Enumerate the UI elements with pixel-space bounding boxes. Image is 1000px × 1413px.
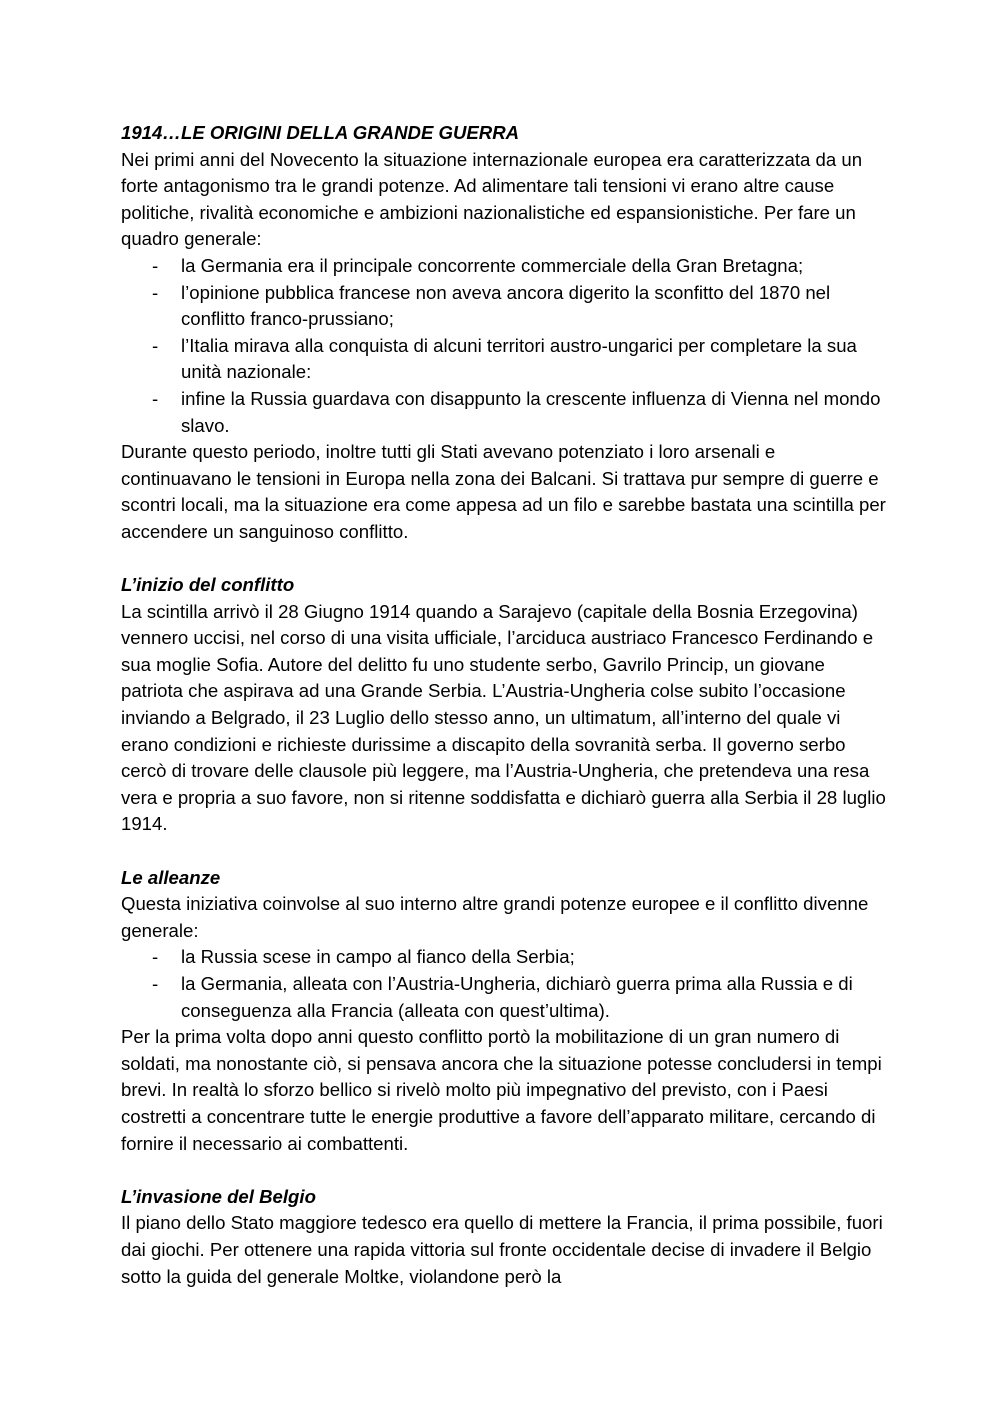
dash-bullet: - xyxy=(152,387,159,409)
list-item-text: la Germania, alleata con l’Austria-Ungheria, dichiarò guerra prima alla Russia e di conseguenza alla Francia (alleata con quest’ultima). xyxy=(181,973,853,1021)
list-item xyxy=(121,333,891,386)
section-heading: L’invasione del Belgio xyxy=(121,1185,316,1207)
list-item-text: infine la Russia guardava con disappunto la crescente influenza di Vienna nel mondo slavo. xyxy=(181,387,881,436)
document-page xyxy=(121,120,891,1290)
paragraph: Per la prima volta dopo anni questo conflitto portò la mobilitazione di un gran numero di soldati, ma nonostante ciò, si pensava ancora che la situazione potesse concludersi in tempi brevi. In realtà lo sforzo bellico si rivelò molto più impegnativo del previsto, con i Paesi costretti a concentrare tutte le energie produttive a favore dell’apparato militare, cercando di fornire il necessario ai combattenti. xyxy=(121,1026,882,1154)
dash-bullet: - xyxy=(152,973,159,994)
dash-bullet: - xyxy=(152,254,159,276)
list-item xyxy=(121,386,891,439)
list-item-text: la Russia scese in campo al fianco della Serbia; xyxy=(181,946,575,968)
paragraph: Nei primi anni del Novecento la situazione internazionale europea era caratterizzata da un forte antagonismo tra le grandi potenze. Ad alimentare tali tensioni vi erano altre cause politiche, rivalità economiche e ambizioni nazionalistiche ed espansionistiche. Per fare un quadro generale: xyxy=(121,148,863,250)
blank-line xyxy=(121,838,891,865)
dash-bullet: - xyxy=(152,281,159,303)
bullet-list xyxy=(121,944,891,1024)
list-item xyxy=(121,280,891,333)
section-heading: 1914…LE ORIGINI DELLA GRANDE GUERRA xyxy=(121,122,520,143)
blank-line xyxy=(121,546,891,573)
list-item xyxy=(121,971,891,1024)
paragraph: Durante questo periodo, inoltre tutti gli Stati avevano potenziato i loro arsenali e continuavano le tensioni in Europa nella zona dei Balcani. Si trattava pur sempre di guerre e scontri locali, ma la situazione era come appesa ad un filo e sarebbe bastata una scintilla per accendere un sanguinoso conflitto. xyxy=(121,441,886,542)
blank-line xyxy=(121,1157,891,1184)
paragraph: La scintilla arrivò il 28 Giugno 1914 quando a Sarajevo (capitale della Bosnia Erzegovina) vennero uccisi, nel corso di una visita ufficiale, l’arciduca austriaco Francesco Ferdinando e sua moglie Sofia. Autore del delitto fu uno studente serbo, Gavrilo Princip, un giovane patriota che aspirava ad una Grande Serbia. L’Austria-Ungheria colse subito l’occasione inviando a Belgrado, il 23 Luglio dello stesso anno, un ultimatum, all’interno del quale vi erano condizioni e richieste durissime a discapito della sovranità serba. Il governo serbo cercò di trovare delle clausole più leggere, ma l’Austria-Ungheria, che pretendeva una resa vera e propria a suo favore, non si ritenne soddisfatta e dichiarò guerra alla Serbia il 28 luglio 1914. xyxy=(121,600,886,835)
list-item xyxy=(121,944,891,971)
paragraph: Il piano dello Stato maggiore tedesco era quello di mettere la Francia, il prima possibile, fuori dai giochi. Per ottenere una rapida vittoria sul fronte occidentale decise di invadere il Belgio sotto la guida del generale Moltke, violandone però la xyxy=(121,1212,883,1287)
list-item-text: l’Italia mirava alla conquista di alcuni territori austro-ungarici per completare la sua unità nazionale: xyxy=(181,334,857,383)
list-item-text: la Germania era il principale concorrente commerciale della Gran Bretagna; xyxy=(181,254,804,276)
bullet-list xyxy=(121,253,891,439)
list-item-text: l’opinione pubblica francese non aveva ancora digerito la sconfitto del 1870 nel conflitto franco-prussiano; xyxy=(181,281,831,330)
paragraph: Questa iniziativa coinvolse al suo interno altre grandi potenze europee e il conflitto divenne generale: xyxy=(121,893,869,941)
section-heading: L’inizio del conflitto xyxy=(121,574,295,596)
dash-bullet: - xyxy=(152,946,159,968)
section-heading: Le alleanze xyxy=(121,866,221,888)
list-item xyxy=(121,253,891,280)
dash-bullet: - xyxy=(152,334,159,356)
